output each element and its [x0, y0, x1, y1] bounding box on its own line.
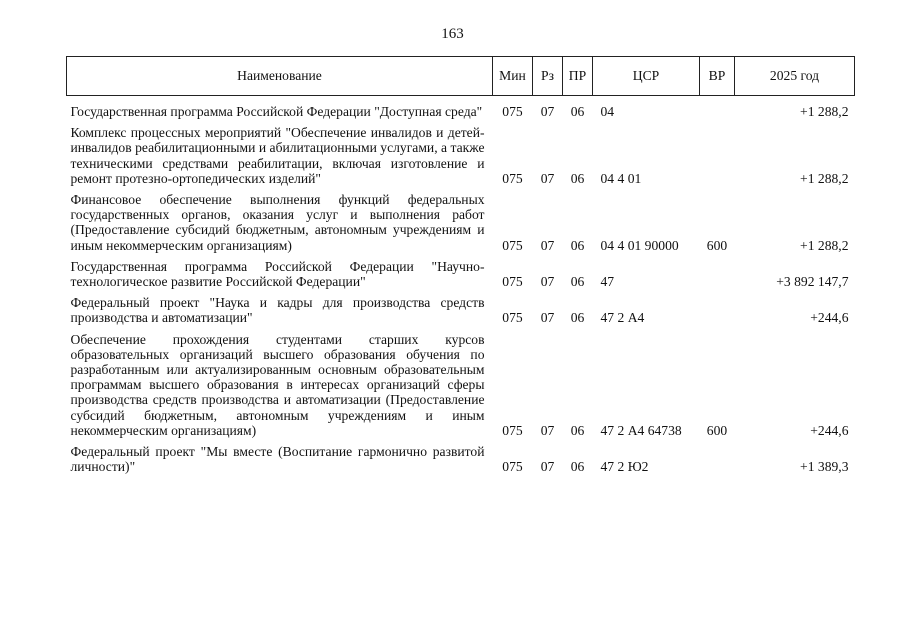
row-min: 075	[502, 237, 523, 253]
row-sum: +3 892 147,7	[776, 274, 849, 290]
row-name: Комплекс процессных мероприятий "Обеспечение инвалидов и детей-инвалидов реабилитационными и абилитационными услугами, а также техническими средствами реабилитации, включая изготовление и ремонт протезно-ортопедических изделий"	[70, 125, 485, 186]
row-name: Федеральный проект "Наука и кадры для производства средств производства и автоматизации"	[70, 295, 485, 326]
row-rz: 07	[540, 422, 555, 438]
table-row	[67, 289, 855, 325]
row-rz: 07	[540, 310, 555, 326]
row-vr	[700, 289, 735, 325]
row-csr: 04 4 01 90000	[600, 237, 679, 253]
row-min: 075	[502, 422, 523, 438]
row-csr: 47 2 А4 64738	[600, 422, 682, 438]
row-rz: 07	[540, 170, 555, 186]
table-row	[67, 253, 855, 289]
row-csr: 04	[600, 104, 615, 119]
row-name: Финансовое обеспечение выполнения функций федеральных государственных органов, оказания услуг и выполнения работ (Предоставление субсидий бюджетным, автономным учреждениям и иным некоммерческим организациям)	[70, 192, 485, 253]
header-min: Мин	[493, 57, 533, 96]
table-row	[67, 326, 855, 438]
row-rz: 07	[540, 459, 555, 475]
row-vr	[700, 96, 735, 120]
row-vr: 600	[706, 237, 728, 253]
row-min: 075	[502, 459, 523, 475]
row-sum: +1 288,2	[800, 104, 849, 119]
row-pr: 06	[570, 459, 585, 475]
row-pr: 06	[570, 170, 585, 186]
table-row	[67, 186, 855, 253]
row-pr: 06	[570, 310, 585, 326]
row-sum: +244,6	[810, 310, 849, 326]
row-csr: 04 4 01	[600, 170, 642, 186]
row-vr	[700, 119, 735, 186]
table-row	[67, 96, 855, 120]
row-pr: 06	[570, 422, 585, 438]
row-sum: +1 288,2	[800, 237, 849, 253]
row-pr: 06	[570, 237, 585, 253]
row-sum: +1 389,3	[800, 459, 849, 475]
row-csr: 47 2 А4	[600, 310, 645, 326]
row-min: 075	[502, 274, 523, 290]
header-name: Наименование	[67, 57, 493, 96]
row-rz: 07	[540, 274, 555, 290]
row-name: Государственная программа Российской Федерации "Научно-технологическое развитие Российской Федерации"	[70, 258, 485, 290]
header-csr: ЦСР	[593, 57, 700, 96]
row-csr: 47 2 Ю2	[600, 459, 649, 475]
table-header-row	[67, 57, 855, 96]
row-name: Обеспечение прохождения студентами старших курсов образовательных организаций высшего образования обучения по разработанным или актуализированным основным образовательным программам высшего образования в интересах организаций сферы производства средств производства и автоматизации (Предоставление субсидий бюджетным, автономным учреждениям и иным некоммерческим организациям)	[70, 331, 485, 438]
budget-table	[66, 56, 855, 474]
header-year: 2025 год	[735, 57, 855, 96]
table-row	[67, 438, 855, 474]
row-min: 075	[502, 170, 523, 186]
header-vr: ВР	[700, 57, 735, 96]
row-pr: 06	[570, 274, 585, 290]
page-number: 163	[441, 26, 464, 42]
row-name: Федеральный проект "Мы вместе (Воспитание гармонично развитой личности)"	[70, 444, 485, 475]
row-vr: 600	[706, 422, 728, 438]
row-vr	[700, 438, 735, 474]
row-sum: +244,6	[810, 422, 849, 438]
row-pr: 06	[570, 104, 585, 119]
row-min: 075	[502, 104, 523, 119]
row-name: Государственная программа Российской Федерации "Доступная среда"	[70, 104, 483, 119]
row-vr	[700, 253, 735, 289]
row-min: 075	[502, 310, 523, 326]
table-row	[67, 119, 855, 186]
row-sum: +1 288,2	[800, 170, 849, 186]
header-pr: ПР	[563, 57, 593, 96]
row-rz: 07	[540, 104, 555, 119]
header-rz: Рз	[533, 57, 563, 96]
row-rz: 07	[540, 237, 555, 253]
row-csr: 47	[600, 274, 615, 290]
